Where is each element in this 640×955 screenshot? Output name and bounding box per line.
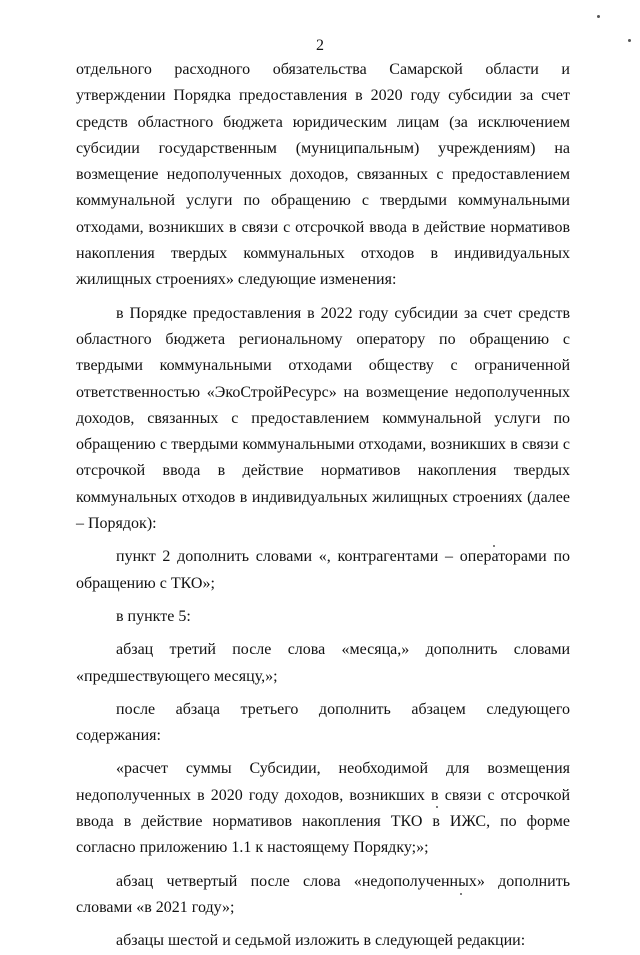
- paragraph-item-5-heading: в пункте 5:: [116, 607, 191, 625]
- scan-speck: [436, 806, 438, 808]
- paragraph-item-2: пункт 2 дополнить словами «, контрагентами – операторами по обращению с ТКО»;: [76, 548, 570, 592]
- scan-speck: [493, 545, 495, 547]
- paragraph-procedure-amendment: в Порядке предоставления в 2022 году субсидии за счет средств областного бюджета региональному оператору по обращению с твердыми коммунальными отходами обществу с ограниченной ответственностью «ЭкоСтройРесурс» на возмещение недополученных доходов, связанных с предоставлением коммунальной услуги по обращению с твердыми коммунальными отходами, возникших в связи с отсрочкой ввода в действие нормативов накопления твердых коммунальных отходов в индивидуальных жилищных строениях (далее – Порядок):: [76, 304, 570, 533]
- paragraph-continuation: отдельного расходного обязательства Самарской области и утверждении Порядка предоставления в 2020 году субсидии за счет средств областного бюджета юридическим лицам (за исключением субсидии государственным (муниципальным) учреждениям) на возмещение недополученных доходов, связанных с предоставлением коммунальной услуги по обращению с твердыми коммунальными отходами, возникших в связи с отсрочкой ввода в действие нормативов накопления твердых коммунальных отходов в индивидуальных жилищных строениях» следующие изменения:: [76, 61, 570, 289]
- scan-speck: [597, 15, 600, 18]
- paragraph-subsidy-calculation: «расчет суммы Субсидии, необходимой для возмещения недополученных в 2020 году доходов, возникших в связи с отсрочкой ввода в действие нормативов накопления ТКО в ИЖС, по форме согласно приложению 1.1 к настоящему Порядку;»;: [76, 760, 570, 857]
- paragraph-fourth-subparagraph: абзац четвертый после слова «недополученных» дополнить словами «в 2021 году»;: [76, 872, 570, 916]
- scan-speck: [628, 39, 631, 42]
- document-body: [76, 57, 570, 955]
- paragraph-sixth-seventh: абзацы шестой и седьмой изложить в следующей редакции:: [116, 932, 526, 950]
- paragraph-after-third: после абзаца третьего дополнить абзацем следующего содержания:: [76, 700, 570, 745]
- scan-speck: [460, 893, 462, 895]
- page-number: 2: [316, 37, 324, 54]
- paragraph-third-subparagraph: абзац третий после слова «месяца,» дополнить словами «предшествующего месяцу,»;: [76, 641, 570, 685]
